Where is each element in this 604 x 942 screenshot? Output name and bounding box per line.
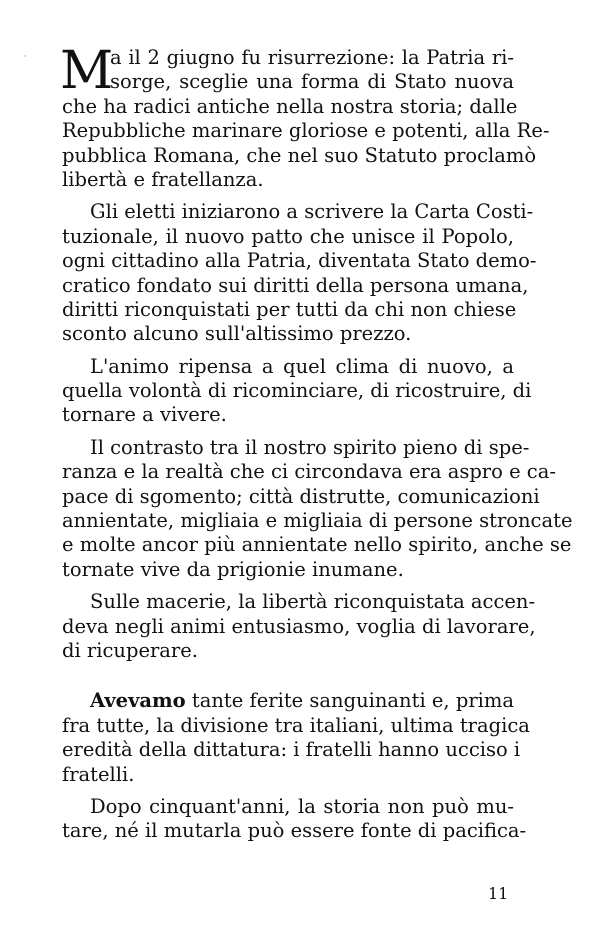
text-line: e molte ancor più annientate nello spirito, anche se: [62, 533, 572, 557]
text-line: Sulle macerie, la libertà riconquistata accen-: [90, 590, 536, 614]
text-line: che ha radici antiche nella nostra storia; dalle: [62, 94, 518, 118]
paragraph-2: [62, 200, 537, 346]
text-line: libertà e fratellanza.: [62, 167, 264, 191]
text-line: eredità della dittatura: i fratelli hanno ucciso i: [62, 738, 521, 762]
text-line: a il 2 giugno fu risurrezione: la Patria ri-: [110, 46, 514, 69]
text-line: [62, 689, 514, 713]
drop-cap: M: [60, 41, 114, 101]
text-line: Il contrasto tra il nostro spirito pieno di spe-: [90, 435, 530, 459]
paragraph-7: [62, 794, 527, 844]
text-line: tornate vive da prigionie inumane.: [62, 557, 404, 581]
paragraph-1: [60, 41, 550, 192]
scan-mark: ·: [24, 52, 27, 61]
text-line: di ricuperare.: [62, 638, 198, 662]
page-body: [60, 41, 573, 844]
text-line: ogni cittadino alla Patria, diventata Stato demo-: [62, 249, 537, 273]
text-line: annientate, migliaia e migliaia di persone stroncate: [62, 509, 573, 533]
text-line: sconto alcuno sull'altissimo prezzo.: [62, 322, 412, 346]
text-line: tornare a vivere.: [62, 403, 227, 427]
text-line: Gli eletti iniziarono a scrivere la Carta Costi-: [90, 200, 534, 224]
text-line: tuzionale, il nuovo patto che unisce il Popolo,: [62, 224, 514, 248]
text-line-rest: tante ferite sanguinanti e, prima: [185, 689, 514, 713]
text-line: tare, né il mutarla può essere fonte di pacifica-: [62, 819, 527, 843]
text-line: Dopo cinquant'anni, la storia non può mu-: [90, 794, 514, 818]
page-number: 11: [488, 884, 509, 903]
text-line: fratelli.: [62, 762, 135, 786]
paragraph-3: [62, 354, 532, 428]
text-line: pubblica Romana, che nel suo Statuto proclamò: [62, 143, 537, 167]
section-lead-word: Avevamo: [90, 689, 186, 713]
text-line: fra tutte, la divisione tra italiani, ultima tragica: [62, 713, 530, 737]
text-line: sorge, sceglie una forma di Stato nuova: [110, 70, 514, 94]
paragraph-6: [62, 689, 530, 787]
paragraph-4: [62, 435, 573, 582]
paragraph-5: [62, 590, 536, 663]
text-line: cratico fondato sui diritti della persona umana,: [62, 273, 529, 297]
text-line: ranza e la realtà che ci circondava era aspro e ca-: [62, 460, 556, 484]
text-line: pace di sgomento; città distrutte, comunicazioni: [62, 484, 540, 508]
text-line: deva negli animi entusiasmo, voglia di lavorare,: [62, 614, 536, 638]
text-line: L'animo ripensa a quel clima di nuovo, a: [90, 354, 514, 378]
text-line: diritti riconquistati per tutti da chi non chiese: [62, 297, 517, 321]
text-line: Repubbliche marinare gloriose e potenti, alla Re-: [62, 119, 550, 143]
text-line: quella volontà di ricominciare, di ricostruire, di: [62, 379, 532, 403]
